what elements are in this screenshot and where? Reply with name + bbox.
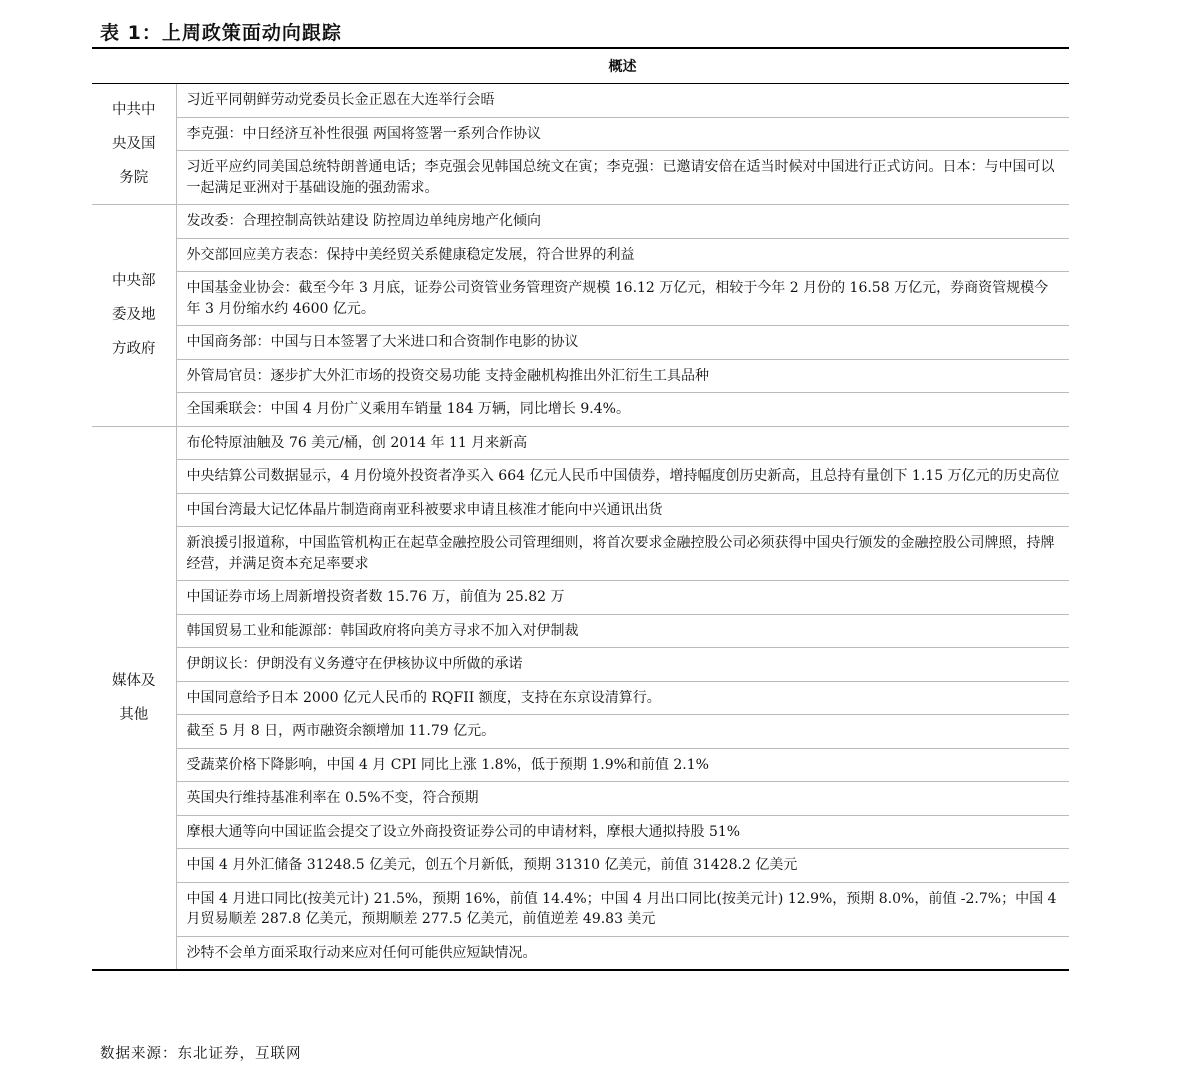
item-text: 沙特不会单方面采取行动来应对任何可能供应短缺情况。 [176, 936, 1069, 969]
item-text: 受蔬菜价格下降影响，中国 4 月 CPI 同比上涨 1.8%，低于预期 1.9%和前值 2.1% [176, 748, 1069, 782]
item-text: 韩国贸易工业和能源部：韩国政府将向美方寻求不加入对伊制裁 [176, 614, 1069, 648]
item-text: 外管局官员：逐步扩大外汇市场的投资交易功能 支持金融机构推出外汇衍生工具品种 [176, 359, 1069, 393]
item-text: 习近平同朝鲜劳动党委员长金正恩在大连举行会晤 [176, 84, 1069, 118]
item-text: 中国 4 月进口同比(按美元计) 21.5%，预期 16%，前值 14.4%；中国 4 月出口同比(按美元计) 12.9%，预期 8.0%，前值 -2.7%；中国 4 月贸易顺差 287.8 亿美元，预期顺差 277.5 亿美元，前值逆差 49.83 美元 [176, 882, 1069, 936]
item-text: 中国同意给予日本 2000 亿元人民币的 RQFII 额度，支持在东京设清算行。 [176, 681, 1069, 715]
table-row [92, 681, 1069, 715]
table-row [92, 460, 1069, 494]
item-text: 中央结算公司数据显示，4 月份境外投资者净买入 664 亿元人民币中国债券，增持幅度创历史新高，且总持有量创下 1.15 万亿元的历史高位 [176, 460, 1069, 494]
item-text: 中国证券市场上周新增投资者数 15.76 万，前值为 25.82 万 [176, 581, 1069, 615]
table-row [92, 205, 1069, 239]
table-row [92, 614, 1069, 648]
table-row [92, 238, 1069, 272]
table-row [92, 748, 1069, 782]
category-label: 中央部委及地方政府 [112, 273, 156, 358]
item-text: 习近平应约同美国总统特朗普通电话；李克强会见韩国总统文在寅；李克强：已邀请安倍在适当时候对中国进行正式访问。日本：与中国可以一起满足亚洲对于基础设施的强劲需求。 [176, 151, 1069, 205]
header-summary: 概述 [176, 49, 1069, 84]
table-body [92, 84, 1069, 970]
category-label: 媒体及其他 [112, 672, 156, 723]
category-cell [92, 205, 176, 427]
item-text: 摩根大通等向中国证监会提交了设立外商投资证券公司的申请材料，摩根大通拟持股 51% [176, 815, 1069, 849]
item-text: 布伦特原油触及 76 美元/桶，创 2014 年 11 月来新高 [176, 426, 1069, 460]
item-text: 新浪援引报道称，中国监管机构正在起草金融控股公司管理细则，将首次要求金融控股公司必须获得中国央行颁发的金融控股公司牌照，持牌经营，并满足资本充足率要求 [176, 527, 1069, 581]
table-row [92, 581, 1069, 615]
item-text: 中国台湾最大记忆体晶片制造商南亚科被要求申请且核准才能向中兴通讯出货 [176, 493, 1069, 527]
table-row [92, 882, 1069, 936]
table-row [92, 272, 1069, 326]
header-blank [92, 49, 176, 84]
item-text: 外交部回应美方表态：保持中美经贸关系健康稳定发展，符合世界的利益 [176, 238, 1069, 272]
table-row [92, 493, 1069, 527]
item-text: 中国 4 月外汇储备 31248.5 亿美元，创五个月新低，预期 31310 亿美元，前值 31428.2 亿美元 [176, 849, 1069, 883]
table-row [92, 359, 1069, 393]
item-text: 李克强：中日经济互补性很强 两国将签署一系列合作协议 [176, 117, 1069, 151]
table-row [92, 84, 1069, 118]
data-source-note: 数据来源：东北证券，互联网 [100, 1046, 302, 1062]
policy-table [92, 47, 1069, 971]
table-row [92, 426, 1069, 460]
table-row [92, 849, 1069, 883]
table-row [92, 648, 1069, 682]
table-row [92, 782, 1069, 816]
table-row [92, 117, 1069, 151]
item-text: 中国基金业协会：截至今年 3 月底，证券公司资管业务管理资产规模 16.12 万亿元，相较于今年 2 月份的 16.58 万亿元，券商资管规模今年 3 月份缩水约 4600 亿元。 [176, 272, 1069, 326]
table-row [92, 326, 1069, 360]
table-row [92, 151, 1069, 205]
category-cell [92, 426, 176, 969]
category-label: 中共中央及国务院 [112, 102, 156, 186]
item-text: 发改委：合理控制高铁站建设 防控周边单纯房地产化倾向 [176, 205, 1069, 239]
item-text: 英国央行维持基准利率在 0.5%不变，符合预期 [176, 782, 1069, 816]
item-text: 中国商务部：中国与日本签署了大米进口和合资制作电影的协议 [176, 326, 1069, 360]
table-row [92, 527, 1069, 581]
table-row [92, 936, 1069, 969]
table-row [92, 715, 1069, 749]
category-cell [92, 84, 176, 205]
item-text: 截至 5 月 8 日，两市融资余额增加 11.79 亿元。 [176, 715, 1069, 749]
table-row [92, 815, 1069, 849]
table-title: 表 1：上周政策面动向跟踪 [100, 22, 342, 44]
item-text: 全国乘联会：中国 4 月份广义乘用车销量 184 万辆，同比增长 9.4%。 [176, 393, 1069, 427]
table-row [92, 393, 1069, 427]
item-text: 伊朗议长：伊朗没有义务遵守在伊核协议中所做的承诺 [176, 648, 1069, 682]
